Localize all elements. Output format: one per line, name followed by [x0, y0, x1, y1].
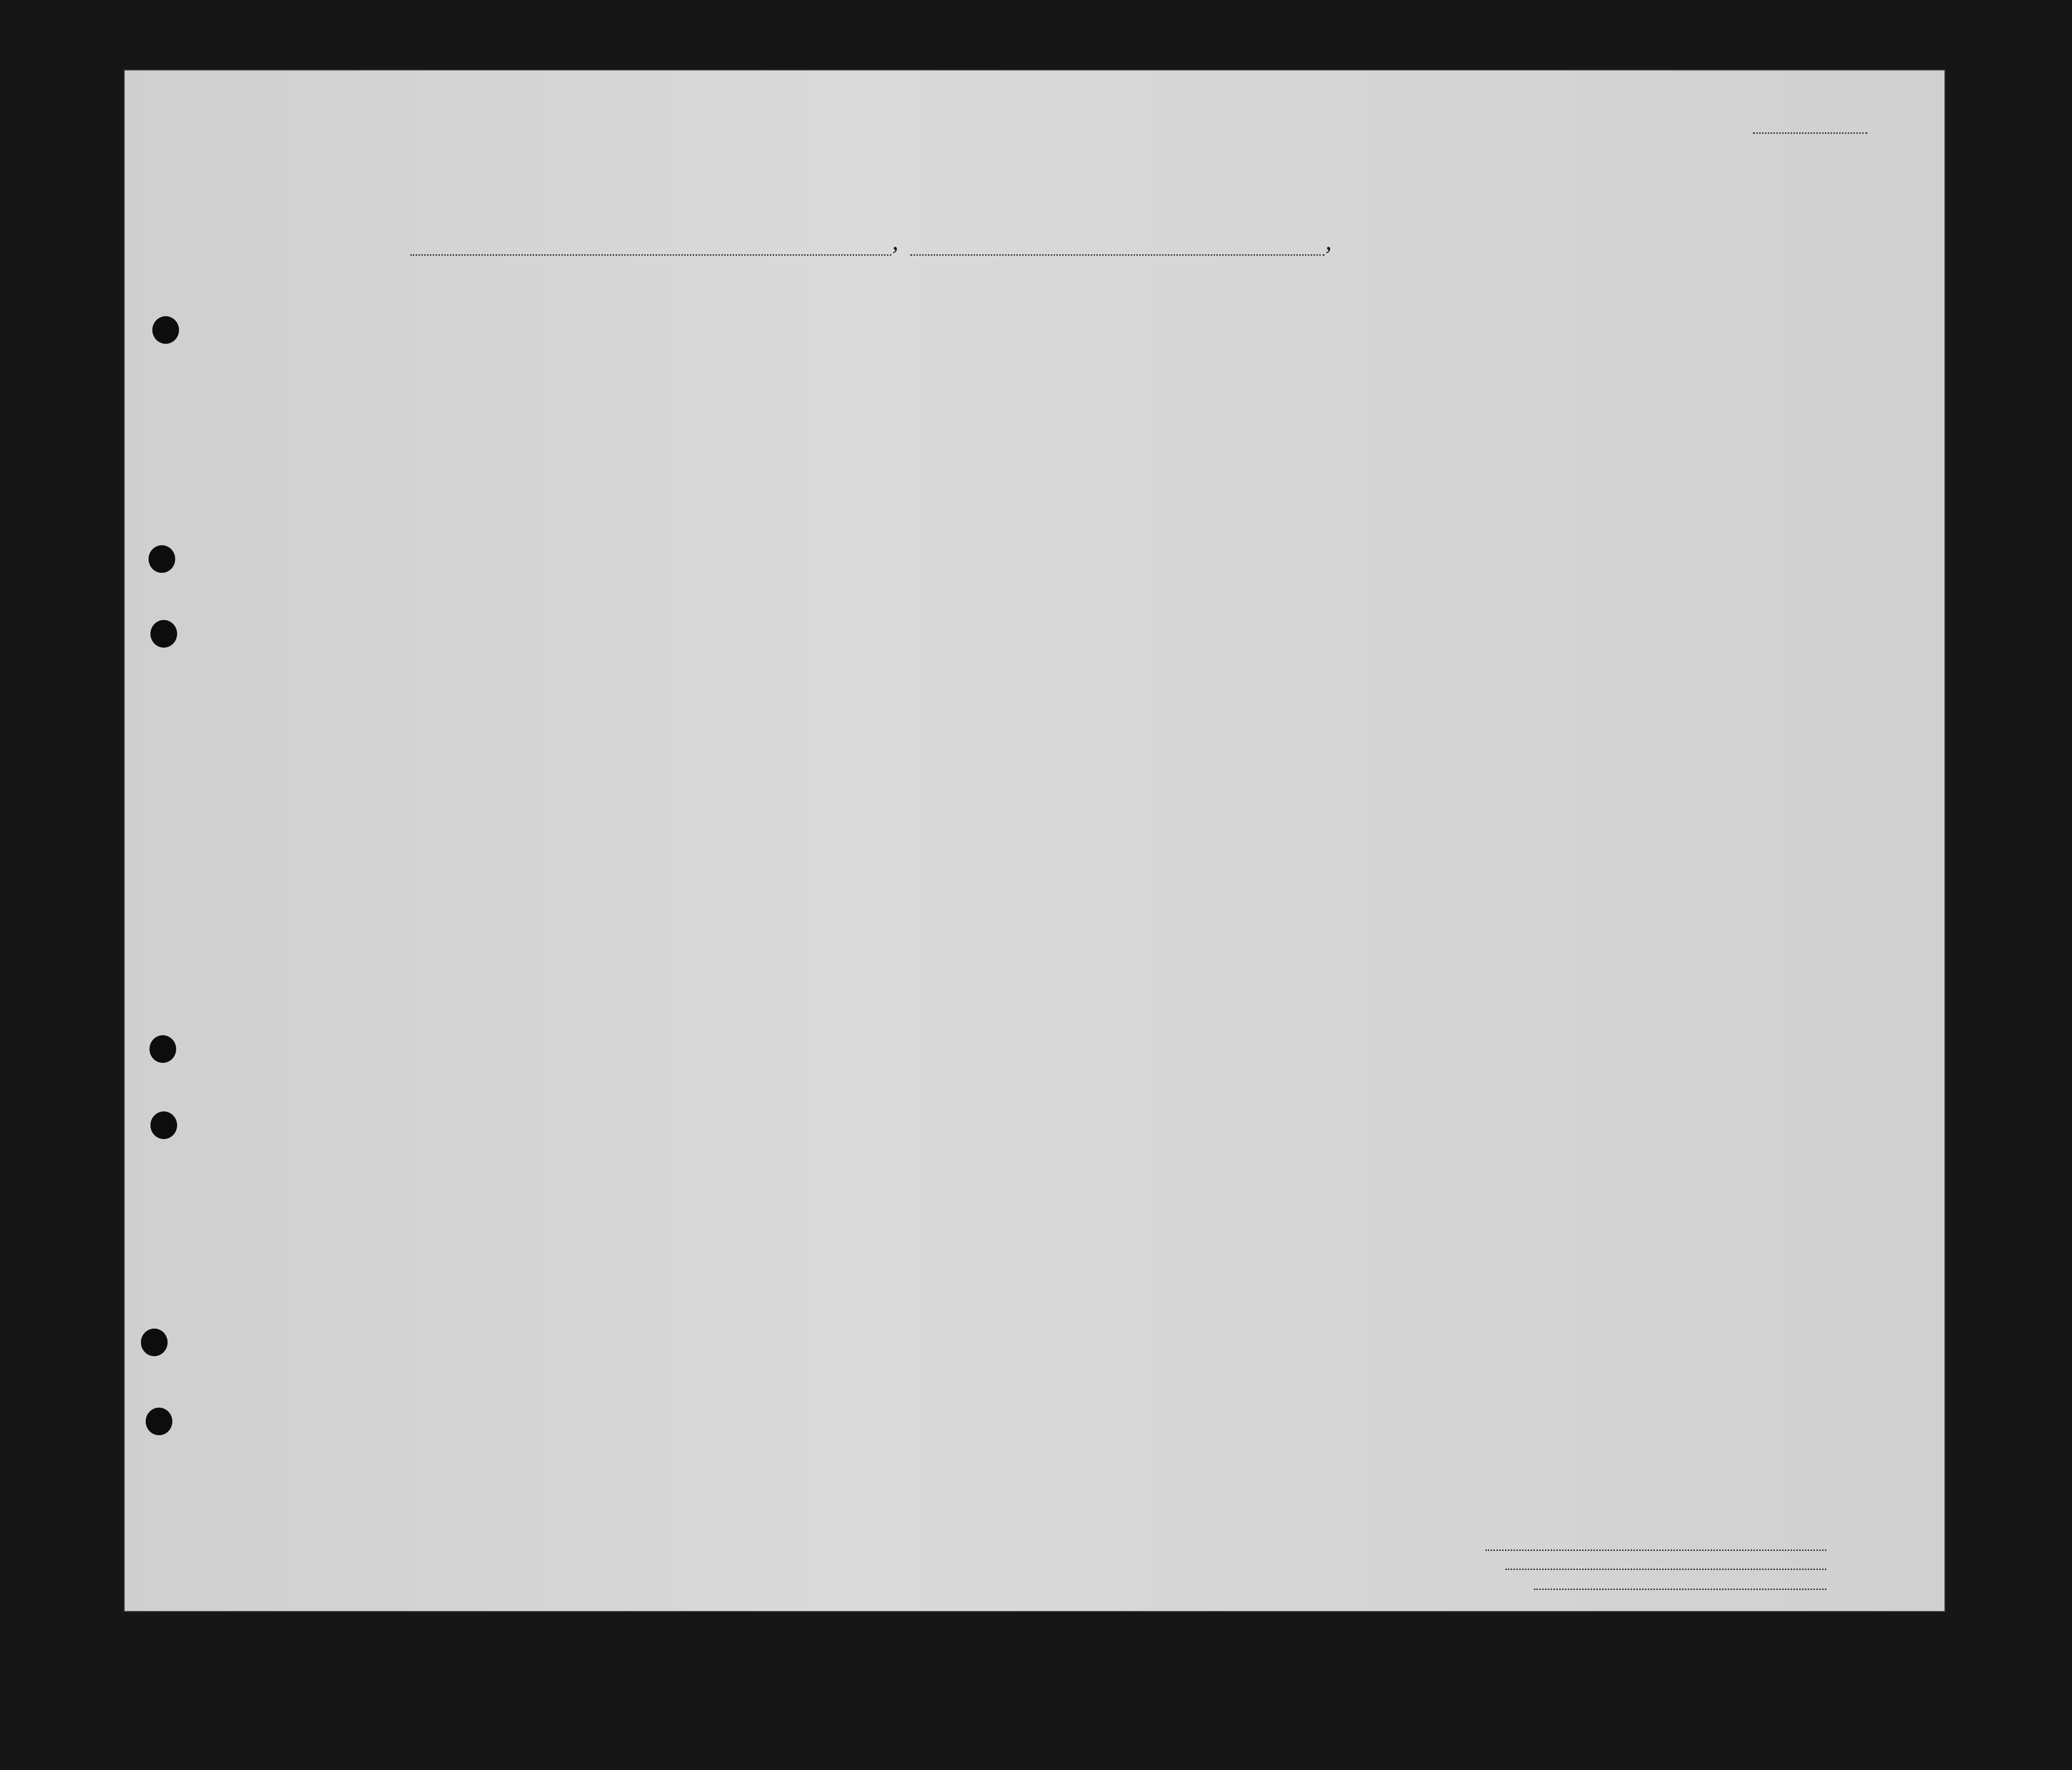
binder-hole — [146, 1408, 172, 1435]
agents-field — [1534, 1589, 1826, 1590]
col-18-subtitle — [480, 330, 630, 343]
col-22-if-yes — [810, 350, 948, 366]
col-23-header — [953, 337, 1174, 413]
col-19-header — [631, 337, 659, 494]
col-34-title — [1625, 318, 1666, 342]
col-36-hair-header — [1706, 375, 1743, 404]
col-28-header — [1379, 318, 1426, 499]
col-24-return-header — [1180, 338, 1210, 495]
binder-hole — [149, 1035, 176, 1063]
binder-hole — [150, 620, 177, 648]
col-18-usa-header — [526, 352, 630, 381]
col-22-subtitle — [776, 336, 948, 348]
col-35-header — [1667, 337, 1705, 404]
col-24-citizen-header — [1254, 338, 1280, 495]
col-33-header — [1564, 328, 1624, 413]
col-29-header — [1429, 318, 1463, 499]
col-22-yes-no-header — [777, 366, 807, 409]
line-field — [1485, 1550, 1826, 1551]
col-34-inches-header — [1647, 375, 1666, 442]
col-24-title — [1179, 309, 1281, 334]
col-22-where-header — [858, 375, 904, 428]
binder-hole — [150, 1111, 177, 1139]
col-36-title — [1706, 313, 1778, 337]
binder-hole — [152, 316, 179, 344]
col-34-feet-header — [1626, 375, 1645, 442]
col-31-header — [1488, 318, 1510, 499]
col-18-state-header — [526, 390, 566, 418]
owners-field — [1505, 1569, 1826, 1570]
col-26-header — [1329, 318, 1351, 499]
col-20-note — [663, 376, 744, 429]
col-18-city-header — [567, 390, 629, 418]
table-grid — [125, 70, 1944, 1611]
col-30-header — [1464, 318, 1486, 499]
binder-hole — [149, 545, 175, 573]
col-24-length-header — [1227, 338, 1253, 495]
col-32-header — [1513, 328, 1563, 413]
manifest-sheet: , , — [125, 70, 1944, 1611]
col-25-header — [1284, 318, 1326, 499]
col-36-eyes-header — [1743, 375, 1779, 404]
col-27-header — [1352, 318, 1376, 499]
col-22-title — [776, 310, 948, 339]
col-16-header — [197, 341, 246, 417]
col-18-foreign-header — [480, 362, 525, 429]
col-22-date-header — [906, 370, 946, 428]
col-37-header — [1781, 351, 1898, 390]
binder-hole — [141, 1329, 168, 1356]
col-21-header — [747, 318, 772, 499]
col-22-year-header — [810, 375, 856, 428]
col-17-header — [254, 337, 478, 413]
